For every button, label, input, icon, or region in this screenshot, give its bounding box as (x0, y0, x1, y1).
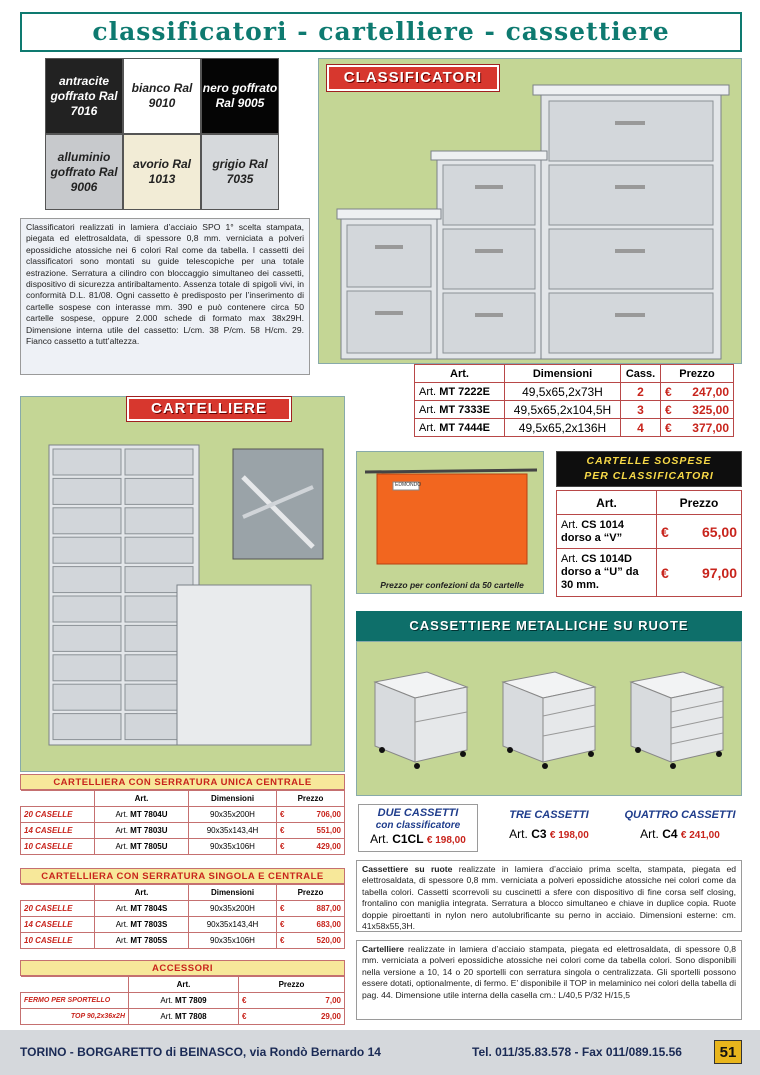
product-name: DUE CASSETTI (377, 807, 459, 819)
dim-cell: 90x35x143,4H (189, 917, 277, 933)
table-header-row (21, 977, 345, 993)
header-dimensioni: Dimensioni (189, 885, 277, 901)
swatch-label: grigio Ral 7035 (212, 157, 268, 186)
dim-cell: 49,5x65,2x136H (505, 419, 621, 437)
price-cell: € 887,00 (277, 901, 345, 917)
table-row (21, 993, 345, 1009)
price-cell: € 706,00 (277, 807, 345, 823)
header-art: Art. (95, 791, 189, 807)
cassettiera-product-3 (618, 804, 742, 852)
header-art: Art. (129, 977, 239, 993)
header-art: Art. (557, 491, 657, 515)
cassettiera-product-1 (358, 804, 478, 852)
cass-cell: 2 (621, 383, 661, 401)
cartelle-banner-line1: CARTELLE SOSPESE (586, 455, 712, 467)
table-row (415, 419, 734, 437)
dim-cell: 90x35x106H (189, 933, 277, 949)
row-label: 10 CASELLE (21, 933, 95, 949)
price-cell: € 377,00 (661, 419, 734, 437)
row-label: 10 CASELLE (21, 839, 95, 855)
cartelliere-photo (20, 396, 345, 772)
table-row (415, 383, 734, 401)
price-cell: € 429,00 (277, 839, 345, 855)
price-cell: € 65,00 (657, 515, 742, 549)
header-blank (21, 977, 129, 993)
table-row (21, 933, 345, 949)
art-cell: Art. MT 7805S (95, 933, 189, 949)
footer-phone: Tel. 011/35.83.578 - Fax 011/089.15.56 (472, 1045, 682, 1059)
art-cell: Art. MT 7804U (95, 807, 189, 823)
cassettiere-description (356, 860, 742, 932)
classificatori-description-text: Classificatori realizzati in lamiera d’acciaio SPO 1° scelta stampata, piegata ed elettrosaldata, di spessore 0,8 mm. verniciata a polveri epossidiche atossiche nei 6 colori Ral come da tabella. I cassetti dei classificatori sono montati su guide telescopiche per una totale estrazione. Serratura a cilindro con bloccaggio simultaneo dei cassetti, dispositivo di sicurezza antiribaltamento. Assenza totale di spigoli vivi, in conformità D.L. 81/08. Ogni cassetto è predisposto per l’inserimento di cartelle sospese con interasse mm. 390 e può contenere circa 50 cartelle sospese, oppure 2.000 schede di formato max 38x29H. Dimensione interna utile del cassetto: L/cm. 38 P/cm. 58 H/cm. 29. Fianco cassetto a tutt’altezza. (26, 222, 304, 347)
pedestal-illustrations (357, 642, 743, 797)
header-art: Art. (95, 885, 189, 901)
swatch-label: nero goffrato Ral 9005 (202, 81, 278, 110)
cassettiere-description-text: realizzate in lamiera d’acciaio prima scelta, stampata, piegata ed elettrosaldata, di spessore 0,8 mm. verniciata a polveri epossidiche atossiche nei colori come da tabella colori. Cassetti scorrevoli su cuscinetti a sfere con dispositivo di fine corsa self closing, frontalino con maniglia integrata. Serratura a blocco simultaneo e chiave in duplice copia. Ruote doppie piroettanti in nylon nero autolubrificante su perno in acciaio. Dimensioni esterne: cm. 41x58x55,3H. (362, 864, 736, 932)
header-art: Art. (415, 365, 505, 383)
cass-cell: 3 (621, 401, 661, 419)
dim-cell: 90x35x200H (189, 807, 277, 823)
row-label: 14 CASELLE (21, 823, 95, 839)
cartelliera-table1-title: CARTELLIERA CON SERRATURA UNICA CENTRALE (20, 774, 345, 790)
cartelliere-banner: CARTELLIERE (127, 397, 291, 421)
art-cell: Art. MT 7808 (129, 1009, 239, 1025)
table-header-row (557, 491, 742, 515)
classificatori-photo (318, 58, 742, 364)
cartelle-photo (356, 451, 544, 594)
swatch-label: alluminio goffrato Ral 9006 (50, 149, 118, 194)
classificatori-description (20, 218, 310, 375)
cartelliere-description-text: realizzate in lamiera d’acciaio stampata, piegata ed elettrosaldata, di spessore 0,8 mm. verniciata a polveri epossidiche atossiche nei colori come da tabella colori. Sono disponibili nella versione a 10, 14 o 20 sportelli con serratura singola o centralizzata. Gli sportelli possono essere dotati, optionalmente, di fermo. E’ disponibile il TOP in melaminico nei colori della tabella di pag. 44. Dimensione utile interna della casella cm.: L/40,5 P/32 H/15,5 (362, 944, 736, 1000)
header-prezzo: Prezzo (277, 885, 345, 901)
swatch-label: antracite goffrato Ral 7016 (50, 73, 118, 118)
dim-cell: 49,5x65,2x104,5H (505, 401, 621, 419)
art-cell: Art. MT 7809 (129, 993, 239, 1009)
row-label: 20 CASELLE (21, 901, 95, 917)
header-prezzo: Prezzo (657, 491, 742, 515)
row-label: FERMO PER SPORTELLO (21, 993, 129, 1009)
dim-cell: 90x35x200H (189, 901, 277, 917)
price-cell: € 520,00 (277, 933, 345, 949)
cartelliere-illustration (21, 397, 346, 773)
swatch-antracite (45, 58, 123, 134)
cassettiera-product-2 (490, 804, 608, 852)
art-cell: Art. MT 7803U (95, 823, 189, 839)
table-row (21, 823, 345, 839)
table-header-row (21, 791, 345, 807)
cartelliere-description (356, 940, 742, 1020)
page-number: 51 (714, 1040, 742, 1064)
swatch-avorio (123, 134, 201, 210)
header-dimensioni: Dimensioni (189, 791, 277, 807)
cassettiere-photo (356, 641, 742, 796)
price-cell: € 97,00 (657, 549, 742, 597)
hanging-folder-icon (357, 452, 545, 572)
dim-cell: 90x35x143,4H (189, 823, 277, 839)
art-cell: Art. CS 1014 dorso a “V” (557, 515, 657, 549)
row-label: 20 CASELLE (21, 807, 95, 823)
art-cell: Art. CS 1014D dorso a “U” da 30 mm. (557, 549, 657, 597)
footer-address: TORINO - BORGARETTO di BEINASCO, via Rondò Bernardo 14 (20, 1045, 381, 1059)
cartelle-caption: Prezzo per confezioni da 50 cartelle (380, 580, 524, 590)
header-prezzo: Prezzo (277, 791, 345, 807)
cartelle-banner (556, 451, 742, 487)
accessori-table (20, 976, 345, 1025)
art-cell: Art. MT 7333E (415, 401, 505, 419)
product-name: TRE CASSETTI (509, 809, 589, 821)
page-footer (0, 1030, 760, 1075)
cartelliera-table2 (20, 884, 345, 949)
swatch-nero (201, 58, 279, 134)
header-blank (21, 885, 95, 901)
price-cell: € 325,00 (661, 401, 734, 419)
product-sub: con classificatore (375, 820, 461, 831)
accessori-title: ACCESSORI (20, 960, 345, 976)
dim-cell: 49,5x65,2x73H (505, 383, 621, 401)
price-cell: € 247,00 (661, 383, 734, 401)
swatch-label: avorio Ral 1013 (132, 157, 192, 186)
color-swatch-grid (45, 58, 279, 210)
cartelliera-table1 (20, 790, 345, 855)
table-row (557, 515, 742, 549)
page-title: classificatori - cartelliere - cassettiere (20, 12, 742, 52)
cartelliera-table2-title: CARTELLIERA CON SERRATURA SINGOLA E CENTRALE (20, 868, 345, 884)
header-blank (21, 791, 95, 807)
header-prezzo: Prezzo (661, 365, 734, 383)
product-name: QUATTRO CASSETTI (624, 809, 736, 821)
classificatori-banner: CLASSIFICATORI (327, 65, 499, 91)
cassettiere-banner: CASSETTIERE METALLICHE SU RUOTE (356, 611, 742, 641)
cass-cell: 4 (621, 419, 661, 437)
table-row (21, 1009, 345, 1025)
table-row (21, 917, 345, 933)
folder-brand: EDMONDO (395, 482, 422, 488)
swatch-grigio (201, 134, 279, 210)
cartelle-table (556, 490, 742, 597)
header-dimensioni: Dimensioni (505, 365, 621, 383)
classificatori-table (414, 364, 734, 437)
dim-cell: 90x35x106H (189, 839, 277, 855)
table-row (21, 807, 345, 823)
cassettiere-description-bold: Cassettiere su ruote (362, 864, 453, 874)
table-row (21, 839, 345, 855)
table-header-row (21, 885, 345, 901)
table-header-row (415, 365, 734, 383)
price-cell: € 683,00 (277, 917, 345, 933)
art-cell: Art. MT 7803S (95, 917, 189, 933)
art-cell: Art. MT 7804S (95, 901, 189, 917)
swatch-bianco (123, 58, 201, 134)
filing-cabinets-illustration (319, 59, 743, 365)
table-row (415, 401, 734, 419)
table-row (557, 549, 742, 597)
art-cell: Art. MT 7805U (95, 839, 189, 855)
cartelle-banner-line2: PER CLASSIFICATORI (584, 470, 714, 482)
cartelliere-description-bold: Cartelliere (362, 944, 405, 954)
product-price-line: Art. C3 € 198,00 (509, 827, 589, 841)
price-cell: € 29,00 (239, 1009, 345, 1025)
swatch-alluminio (45, 134, 123, 210)
row-label: 14 CASELLE (21, 917, 95, 933)
header-cass: Cass. (621, 365, 661, 383)
swatch-label: bianco Ral 9010 (131, 81, 193, 110)
table-row (21, 901, 345, 917)
row-label: TOP 90,2x36x2H (21, 1009, 129, 1025)
price-cell: € 551,00 (277, 823, 345, 839)
price-cell: € 7,00 (239, 993, 345, 1009)
art-cell: Art. MT 7222E (415, 383, 505, 401)
art-cell: Art. MT 7444E (415, 419, 505, 437)
header-prezzo: Prezzo (239, 977, 345, 993)
product-price-line: Art. C1CL € 198,00 (370, 832, 466, 846)
product-price-line: Art. C4 € 241,00 (640, 827, 720, 841)
